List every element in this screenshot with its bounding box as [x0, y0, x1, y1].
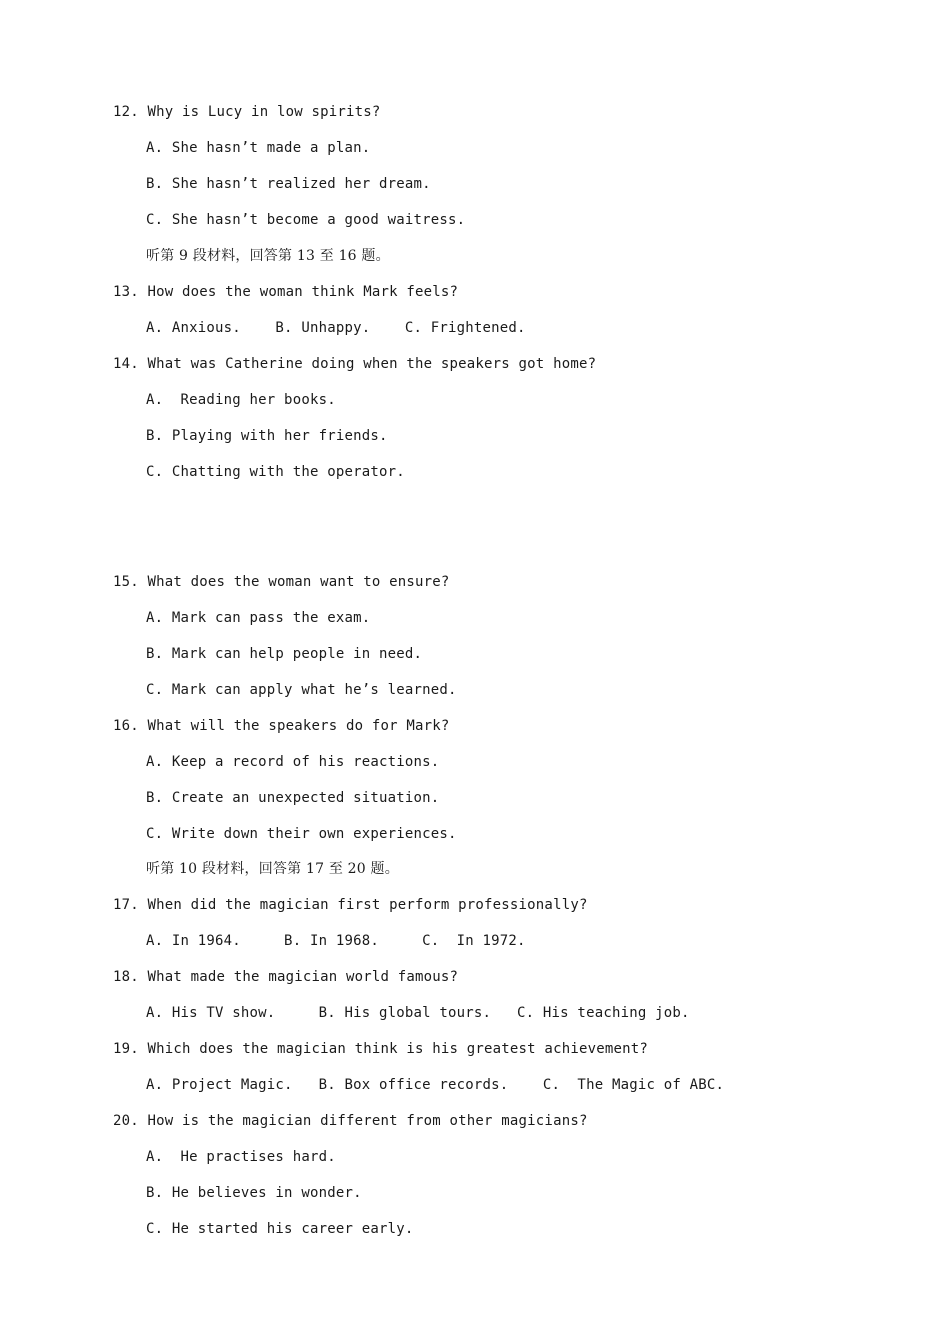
- options-18: A. His TV show. B. His global tours. C. His teaching job.: [146, 1005, 690, 1021]
- question-19: 19. Which does the magician think is his greatest achievement?: [113, 1041, 648, 1057]
- option-12-c: C. She hasn’t become a good waitress.: [146, 212, 466, 228]
- question-15: 15. What does the woman want to ensure?: [113, 574, 450, 590]
- question-12: 12. Why is Lucy in low spirits?: [113, 104, 381, 120]
- option-15-a: A. Mark can pass the exam.: [146, 610, 371, 626]
- question-16: 16. What will the speakers do for Mark?: [113, 718, 450, 734]
- options-13: A. Anxious. B. Unhappy. C. Frightened.: [146, 320, 526, 336]
- question-18: 18. What made the magician world famous?: [113, 969, 459, 985]
- option-12-b: B. She hasn’t realized her dream.: [146, 176, 431, 192]
- option-16-b: B. Create an unexpected situation.: [146, 790, 440, 806]
- option-20-b: B. He believes in wonder.: [146, 1185, 362, 1201]
- option-15-b: B. Mark can help people in need.: [146, 646, 423, 662]
- question-14: 14. What was Catherine doing when the speakers got home?: [113, 356, 597, 372]
- option-14-b: B. Playing with her friends.: [146, 428, 388, 444]
- question-20: 20. How is the magician different from other magicians?: [113, 1113, 588, 1129]
- option-20-c: C. He started his career early.: [146, 1221, 414, 1237]
- section-instruction-10: 听第 10 段材料，回答第 17 至 20 题。: [146, 861, 399, 877]
- options-19: A. Project Magic. B. Box office records. C. The Magic of ABC.: [146, 1077, 725, 1093]
- options-17: A. In 1964. B. In 1968. C. In 1972.: [146, 933, 526, 949]
- option-20-a: A. He practises hard.: [146, 1149, 336, 1165]
- question-13: 13. How does the woman think Mark feels?: [113, 284, 459, 300]
- option-14-c: C. Chatting with the operator.: [146, 464, 405, 480]
- question-17: 17. When did the magician first perform professionally?: [113, 897, 588, 913]
- section-instruction-9: 听第 9 段材料，回答第 13 至 16 题。: [146, 248, 390, 264]
- option-15-c: C. Mark can apply what he’s learned.: [146, 682, 457, 698]
- option-12-a: A. She hasn’t made a plan.: [146, 140, 371, 156]
- option-14-a: A. Reading her books.: [146, 392, 336, 408]
- option-16-a: A. Keep a record of his reactions.: [146, 754, 440, 770]
- option-16-c: C. Write down their own experiences.: [146, 826, 457, 842]
